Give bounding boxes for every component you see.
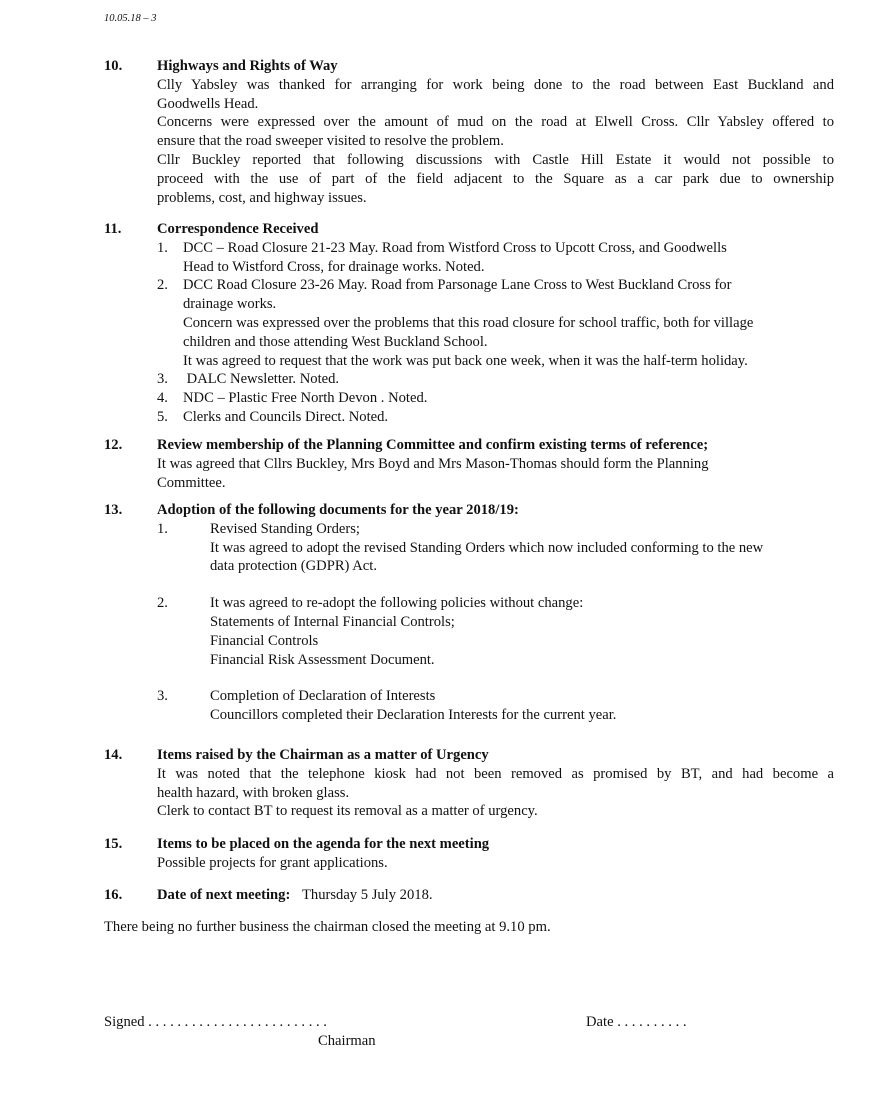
text-line: Possible projects for grant applications. [157, 854, 388, 871]
text-line: Councillors completed their Declaration Interests for the current year. [210, 707, 617, 724]
text-line: Concerns were expressed over the amount of mud on the road at Elwell Cross. Cllr Yabsley offered to [157, 114, 834, 131]
closing-statement: There being no further business the chairman closed the meeting at 9.10 pm. [104, 919, 551, 935]
text-line: health hazard, with broken glass. [157, 784, 350, 801]
section-title: Review membership of the Planning Committee and confirm existing terms of reference; [157, 437, 709, 453]
section-number: 14. [104, 747, 123, 763]
section-number: 16. [104, 887, 123, 903]
text-line: ensure that the road sweeper visited to resolve the problem. [157, 133, 504, 150]
text-line: Goodwells Head. [157, 95, 259, 112]
text-line: Financial Risk Assessment Document. [210, 651, 435, 668]
section-title: Adoption of the following documents for the year 2018/19: [157, 502, 519, 518]
section-number: 10. [104, 58, 123, 74]
next-meeting-date: Thursday 5 July 2018. [301, 887, 433, 903]
text-line: Clly Yabsley was thanked for arranging for work being done to the road between East Buckland and [157, 76, 834, 93]
list-number: 2. [157, 595, 168, 612]
text-line: It was agreed to re-adopt the following policies without change: [210, 595, 584, 612]
list-item [157, 408, 834, 427]
text-line: DALC Newsletter. Noted. [183, 371, 340, 388]
text-line: children and those attending West Buckland School. [183, 333, 488, 350]
text-line: Head to Wistford Cross, for drainage works. Noted. [183, 258, 485, 275]
signature-role: Chairman [318, 1033, 376, 1049]
text-line: Cllr Buckley reported that following discussions with Castle Hill Estate it would not possible to [157, 151, 834, 168]
list-item [157, 276, 834, 370]
section-title: Items raised by the Chairman as a matter of Urgency [157, 747, 489, 763]
text-line: Completion of Declaration of Interests [210, 688, 436, 705]
text-line: It was agreed to adopt the revised Standing Orders which now included conforming to the new [210, 539, 764, 556]
text-line: It was agreed to request that the work was put back one week, when it was the half-term holiday. [183, 352, 748, 369]
section-11 [104, 220, 834, 427]
section-number: 11. [104, 221, 122, 237]
text-line: Committee. [157, 474, 226, 491]
section-12 [104, 436, 834, 492]
list-number: 1. [157, 239, 168, 256]
list-item [157, 389, 834, 408]
section-title: Correspondence Received [157, 221, 319, 237]
text-line: Revised Standing Orders; [210, 520, 360, 537]
section-14 [104, 746, 834, 821]
list-item [157, 370, 834, 389]
section-title: Items to be placed on the agenda for the next meeting [157, 836, 490, 852]
signature-line: Signed . . . . . . . . . . . . . . . . . . . . . . . . . [104, 1014, 327, 1030]
section-number: 15. [104, 836, 123, 852]
section-title: Date of next meeting: [157, 887, 291, 903]
text-line: DCC Road Closure 23-26 May. Road from Parsonage Lane Cross to West Buckland Cross for [183, 277, 732, 294]
section-number: 13. [104, 502, 123, 518]
text-line: Financial Controls [210, 632, 319, 649]
list-item [157, 594, 834, 669]
section-title: Highways and Rights of Way [157, 58, 338, 74]
list-number: 4. [157, 390, 168, 407]
section-number: 12. [104, 437, 123, 453]
text-line: drainage works. [183, 296, 277, 313]
list-number: 3. [157, 371, 168, 388]
text-line: Concern was expressed over the problems that this road closure for school traffic, both for village [183, 314, 754, 331]
section-13 [104, 501, 834, 725]
list-number: 1. [157, 520, 168, 537]
text-line: Clerks and Councils Direct. Noted. [183, 408, 389, 425]
text-line: It was agreed that Cllrs Buckley, Mrs Boyd and Mrs Mason-Thomas should form the Planning [157, 455, 709, 472]
text-line: Statements of Internal Financial Controls; [210, 613, 455, 630]
list-number: 2. [157, 277, 168, 294]
list-number: 3. [157, 688, 168, 705]
text-line: data protection (GDPR) Act. [210, 558, 377, 575]
list-number: 5. [157, 408, 168, 425]
text-line: proceed with the use of part of the field adjacent to the Square as a car park due to ownership [157, 170, 834, 187]
list-item [157, 687, 834, 725]
page-header: 10.05.18 – 3 [104, 13, 157, 24]
section-10 [104, 57, 834, 207]
date-line: Date . . . . . . . . . . [586, 1014, 687, 1030]
list-item [157, 520, 834, 576]
text-line: It was noted that the telephone kiosk had not been removed as promised by BT, and had become a [157, 765, 834, 782]
list-item [157, 239, 834, 277]
text-line: NDC – Plastic Free North Devon . Noted. [183, 390, 428, 407]
section-16 [104, 886, 834, 905]
section-15 [104, 835, 834, 873]
text-line: DCC – Road Closure 21-23 May. Road from Wistford Cross to Upcott Cross, and Goodwells [183, 239, 727, 256]
text-line: problems, cost, and highway issues. [157, 189, 367, 206]
text-line: Clerk to contact BT to request its removal as a matter of urgency. [157, 803, 538, 820]
